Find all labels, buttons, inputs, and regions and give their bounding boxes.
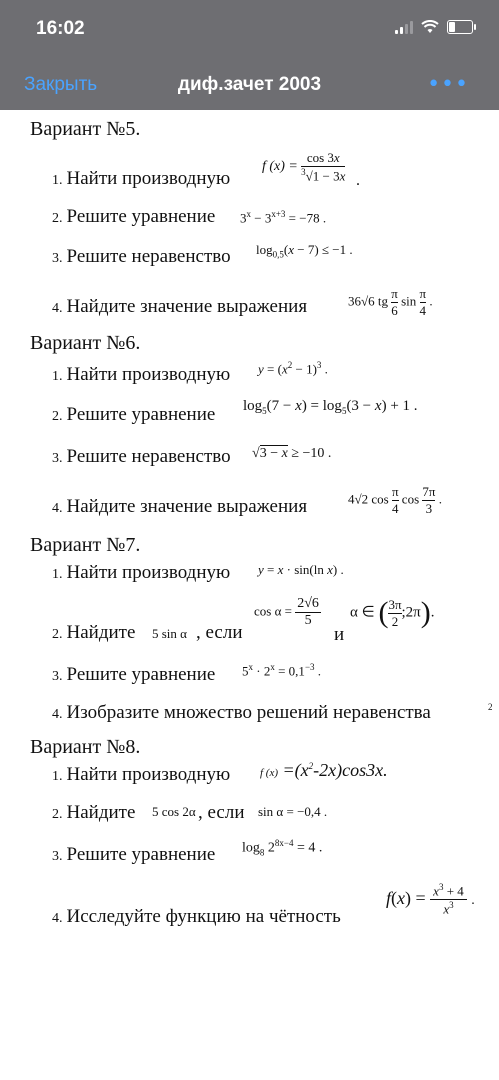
v8-task-3: 3. Решите уравнение: [52, 844, 216, 865]
v6-task-3-text: Решите неравенство: [66, 446, 231, 467]
v7-task-2-if: , если: [196, 622, 243, 643]
v7-task-1: 1. Найти производную: [52, 562, 231, 583]
v8-task-4: 4. Исследуйте функцию на чётность: [52, 906, 341, 927]
v6-task-2-text: Решите уравнение: [66, 404, 216, 425]
v7-task-3: 3. Решите уравнение: [52, 664, 216, 685]
v7-task-1-text: Найти производную: [66, 562, 231, 583]
variant-6-title: Вариант №6.: [30, 332, 141, 354]
v7-task-4-text: Изобразите множество решений неравенства: [66, 702, 431, 723]
variant-7-title: Вариант №7.: [30, 534, 141, 556]
v5-task-2: 2. Решите уравнение: [52, 206, 216, 227]
v7-formula-4-cut: 2: [488, 702, 493, 712]
v7-task-2: 2. Найдите: [52, 622, 136, 643]
v6-formula-4: 4√2 cos $\frac{\pi}{4}$ cos $\frac{7\pi}{3}$ .: [348, 484, 442, 516]
v6-formula-3: √3 − x ≥ −10 .: [252, 446, 332, 461]
v6-task-1: 1. Найти производную: [52, 364, 231, 385]
v5-task-3: 3. Решите неравенство: [52, 246, 231, 267]
v5-task-4-text: Найдите значение выражения: [66, 296, 308, 317]
v7-task-2-text: Найдите: [66, 622, 136, 643]
status-icons: [395, 20, 473, 34]
v7-formula-1: y = x · sin(ln x) .: [258, 562, 344, 577]
v5-task-3-text: Решите неравенство: [66, 246, 231, 267]
v5-formula-4: 36√6 tg $\frac{\pi}{6}$ sin $\frac{\pi}{4}$ .: [348, 286, 433, 318]
v6-task-2: 2. Решите уравнение: [52, 404, 216, 425]
v8-task-2: 2. Найдите: [52, 802, 136, 823]
cellular-signal-icon: [395, 20, 413, 34]
v8-formula-1: f $(x) =(x^2-2x)\cos 3x$.: [260, 760, 388, 780]
wifi-icon: [421, 20, 439, 34]
v8-formula-2a: 5 cos 2α: [152, 804, 196, 819]
v6-task-3: 3. Решите неравенство: [52, 446, 231, 467]
v5-task-1-text: Найти производную: [66, 168, 231, 189]
v8-task-3-text: Решите уравнение: [66, 844, 216, 865]
v7-formula-2a: 5 sin α: [152, 626, 187, 641]
v7-formula-2c: α ∈ ( $\frac{3\pi}{2}$ ;2π).: [350, 596, 435, 629]
v7-task-3-text: Решите уравнение: [66, 664, 216, 685]
v7-formula-3: $5^x \cdot 2^x = 0,1^{-3}$ .: [242, 662, 322, 679]
v7-task-4: 4. Изобразите множество решений неравенства: [52, 702, 431, 723]
v5-formula-1: f (x) = $\frac{\cos 3x}{^3√1 - 3x}$: [262, 150, 346, 184]
status-time: 16:02: [36, 18, 85, 39]
v5-formula-3: $\log_{0,5}(x - 7) \le -1$ .: [256, 242, 353, 260]
v8-task-2-if: , если: [198, 802, 245, 823]
v6-formula-2: $\log_5(7 - x) = \log_5(3 - x) + 1$ .: [243, 398, 418, 416]
battery-icon: [447, 20, 473, 34]
v8-task-2-text: Найдите: [66, 802, 136, 823]
v8-formula-4: f(x) = $\frac{x^3 + 4}{x^3}$ .: [386, 882, 475, 917]
v5-task-2-text: Решите уравнение: [66, 206, 216, 227]
v6-task-4: 4. Найдите значение выражения: [52, 496, 308, 517]
document-title: диф.зачет 2003: [177, 74, 322, 95]
v5-formula-2: $3^x - 3^{x+3} = -78$ .: [240, 209, 327, 226]
v7-formula-2b: cos α = $\frac{2√6}{5}$: [254, 596, 319, 628]
status-bar: [0, 0, 499, 62]
v8-task-1: 1. Найти производную: [52, 764, 231, 785]
v8-formula-2b: sin α = −0,4 .: [258, 804, 328, 819]
v7-task-2-and: и: [334, 624, 345, 645]
v5-task-4: 4. Найдите значение выражения: [52, 296, 308, 317]
close-button[interactable]: Закрыть: [24, 74, 98, 95]
more-options-icon[interactable]: •••: [427, 72, 469, 97]
v6-task-1-text: Найти производную: [66, 364, 231, 385]
nav-bar: [0, 62, 499, 110]
v8-task-1-text: Найти производную: [66, 764, 231, 785]
v6-task-4-text: Найдите значение выражения: [66, 496, 308, 517]
variant-5-title: Вариант №5.: [30, 118, 141, 140]
v5-task-1: 1. Найти производную: [52, 168, 231, 189]
variant-8-title: Вариант №8.: [30, 736, 141, 758]
document-viewer[interactable]: Вариант №5. 1. Найти производную f (x) = $\frac{\cos 3x}{^3√1 - 3x}$ . 2. Решите уравнение $3^x - 3^{x+3} = -78$ . 3. Решите неравенство $\log_{0,5}(x - 7) \le -1$ . 4. Найдите значение выражения 36√6 tg $\frac{\pi}{6}$ sin $\frac{\pi}{4}$ . Вариант №6. 1. Найти производную $y = (x^2 - 1)^3$ . 2. Решите уравнение $\log_5(7 - x) = \log_5(3 - x) + 1$ . 3. Решите неравенство √3 − x ≥ −10 . 4. Найдите значение выражения 4√2 cos $\frac{\pi}{4}$ cos $\frac{7\pi}{3}$ . Вариант №7. 1. Найти производную y = x · sin(ln x) . 2. Найдите 5 sin α , если cos α = $\frac{2√6}{5}$ и α ∈ ( $\frac{3\pi}{2}$ ;2π). 3. Решите уравнение $5^x \cdot 2^x = 0,1^{-3}$ . 4. Изобразите множество решений неравенства 2 Вариант №8. 1. Найти производную f $(x) =(x^2-2x)\cos 3x$. 2. Найдите 5 cos 2α , если sin α = −0,4 . 3. Решите уравнение $\log_8 2^{8x-4} = 4$ . 4. Исследуйте функцию на чётность f(x) = $\frac{x^3 + 4}{x^3}$ .: [30, 118, 493, 927]
v8-task-4-text: Исследуйте функцию на чётность: [66, 906, 341, 927]
v8-formula-3: $\log_8 2^{8x-4} = 4$ .: [242, 838, 323, 858]
v6-formula-1: $y = (x^2 - 1)^3$ .: [258, 360, 328, 377]
